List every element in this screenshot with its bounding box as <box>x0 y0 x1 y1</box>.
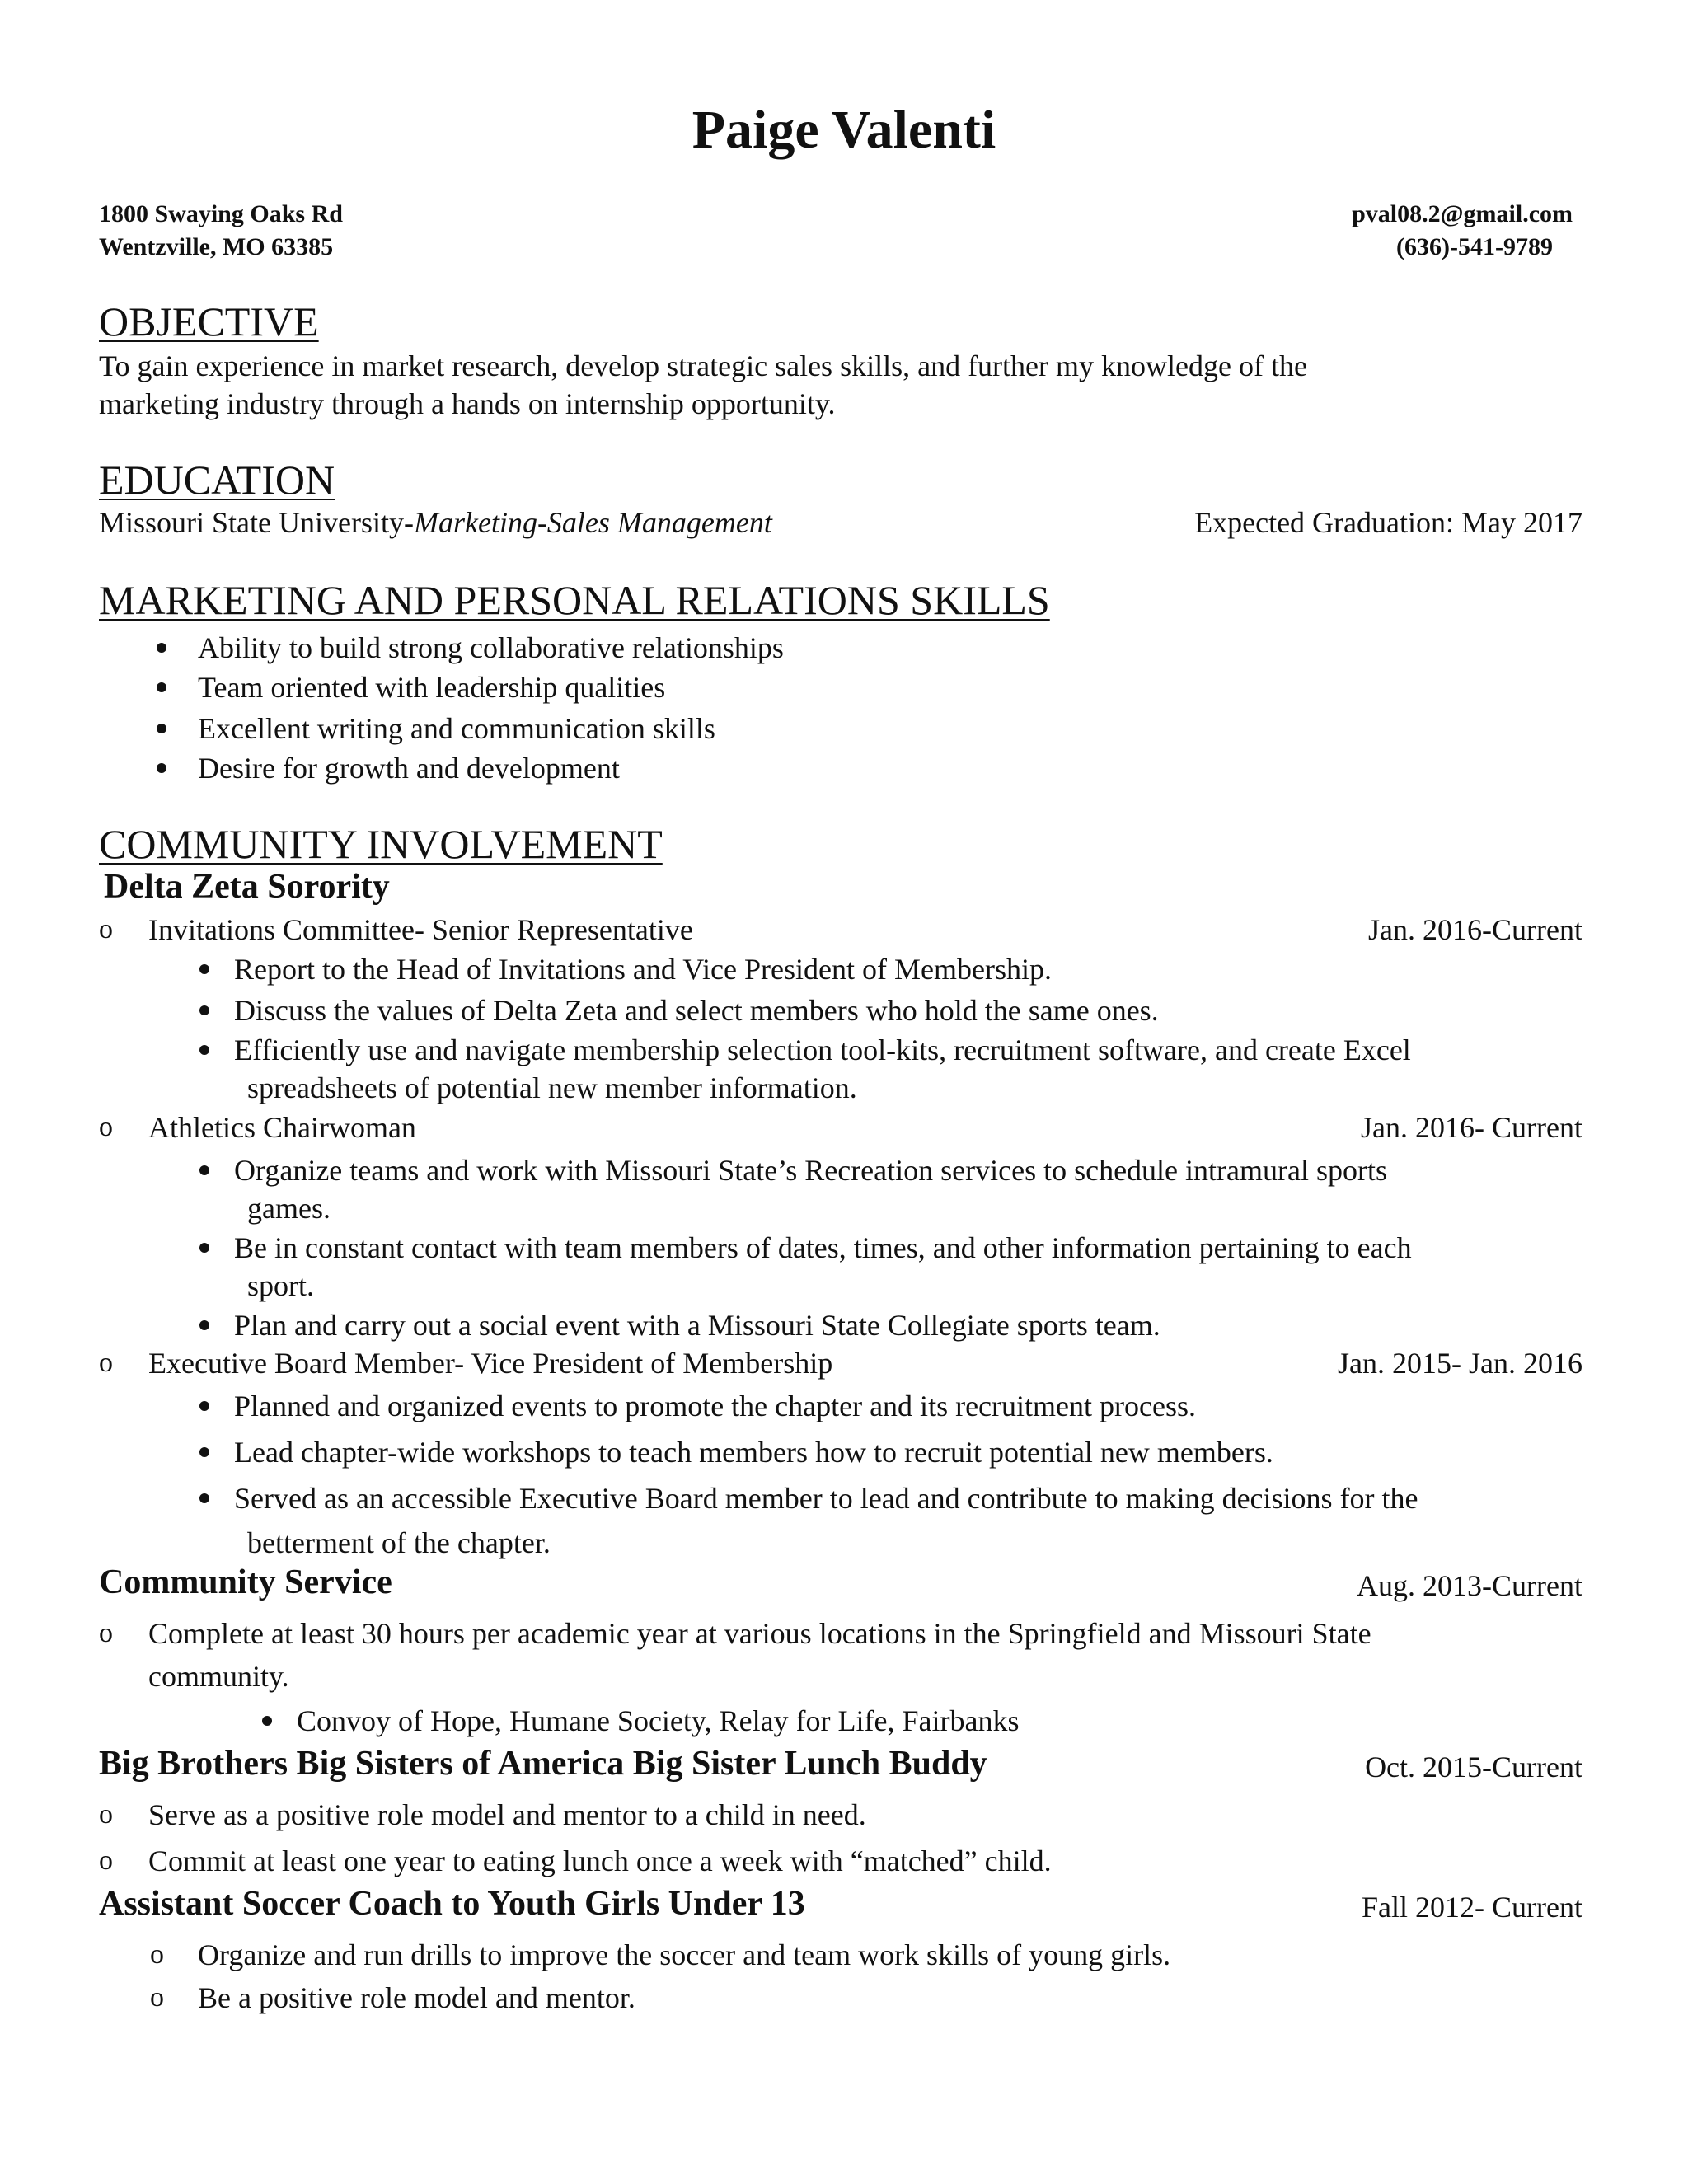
applicant-name: Paige Valenti <box>692 100 996 160</box>
role-bullet: Planned and organized events to promote the chapter and its recruitment process. <box>234 1390 1196 1422</box>
role-title: Athletics Chairwoman <box>148 1111 416 1144</box>
objective-heading: OBJECTIVE <box>99 298 319 344</box>
delta-zeta-title: Delta Zeta Sorority <box>104 868 390 906</box>
role-bullet: Report to the Head of Invitations and Vice President of Membership. <box>234 953 1052 986</box>
phone-number: (636)-541-9789 <box>1396 233 1553 260</box>
school-name: Missouri State University- <box>99 506 414 539</box>
role-title: Invitations Committee- Senior Representative <box>148 913 693 946</box>
role-date: Jan. 2016-Current <box>1368 913 1582 946</box>
role-date: Jan. 2016- Current <box>1361 1111 1582 1144</box>
bullet-icon <box>157 643 166 653</box>
education-heading: EDUCATION <box>99 457 335 503</box>
bbbs-item: Serve as a positive role model and mentor to a child in need. <box>148 1798 866 1831</box>
bullet-icon <box>199 1005 209 1015</box>
role-bullet: Served as an accessible Executive Board member to lead and contribute to making decisions for the <box>234 1482 1418 1515</box>
objective-line-1: To gain experience in market research, develop strategic sales skills, and further my knowledge of the <box>99 349 1307 382</box>
bullet-icon <box>199 1243 209 1253</box>
community-heading: COMMUNITY INVOLVEMENT <box>99 821 663 867</box>
bullet-icon <box>262 1716 272 1726</box>
bullet-icon <box>157 682 166 692</box>
address-line-1: 1800 Swaying Oaks Rd <box>99 200 343 227</box>
objective-line-2: marketing industry through a hands on internship opportunity. <box>99 387 836 420</box>
circle-bullet-icon: o <box>99 1845 113 1876</box>
bbbs-date: Oct. 2015-Current <box>1365 1750 1582 1783</box>
bullet-icon <box>199 1447 209 1457</box>
circle-bullet-icon: o <box>99 1347 113 1378</box>
address-block <box>99 198 343 264</box>
role-bullet: Plan and carry out a social event with a Missouri State Collegiate sports team. <box>234 1309 1160 1342</box>
service-line-1: Complete at least 30 hours per academic year at various locations in the Springfield and Missouri State <box>148 1617 1372 1650</box>
bullet-icon <box>199 1401 209 1411</box>
contact-block <box>1352 198 1573 264</box>
role-bullet-continuation: spreadsheets of potential new member information. <box>247 1071 857 1104</box>
bullet-icon <box>199 1165 209 1175</box>
bullet-icon <box>199 1493 209 1503</box>
service-line-2: community. <box>148 1660 289 1693</box>
bbbs-title: Big Brothers Big Sisters of America Big Sister Lunch Buddy <box>99 1745 987 1783</box>
address-line-2: Wentzville, MO 63385 <box>99 233 334 260</box>
soccer-item: Be a positive role model and mentor. <box>198 1981 635 2014</box>
role-date: Jan. 2015- Jan. 2016 <box>1338 1347 1582 1380</box>
major-name: Marketing-Sales Management <box>413 506 772 539</box>
circle-bullet-icon: o <box>150 1982 164 2013</box>
circle-bullet-icon: o <box>99 1799 113 1830</box>
role-bullet: Be in constant contact with team members of dates, times, and other information pertaining to each <box>234 1231 1412 1264</box>
skill-item: Team oriented with leadership qualities <box>198 671 666 704</box>
skill-item: Desire for growth and development <box>198 752 620 785</box>
soccer-item: Organize and run drills to improve the soccer and team work skills of young girls. <box>198 1938 1171 1971</box>
role-bullet: Efficiently use and navigate membership selection tool-kits, recruitment software, and create Excel <box>234 1033 1411 1066</box>
education-school-line <box>99 503 772 542</box>
bbbs-item: Commit at least one year to eating lunch once a week with “matched” child. <box>148 1844 1052 1877</box>
soccer-date: Fall 2012- Current <box>1362 1891 1582 1924</box>
bullet-icon <box>157 724 166 733</box>
graduation-date: Expected Graduation: May 2017 <box>1194 506 1582 539</box>
bullet-icon <box>199 1320 209 1330</box>
email-address: pval08.2@gmail.com <box>1352 200 1573 227</box>
service-sub-item: Convoy of Hope, Humane Society, Relay for Life, Fairbanks <box>297 1704 1020 1737</box>
role-bullet: Lead chapter-wide workshops to teach members how to recruit potential new members. <box>234 1436 1273 1469</box>
community-service-date: Aug. 2013-Current <box>1357 1569 1582 1602</box>
circle-bullet-icon: o <box>99 1618 113 1648</box>
role-bullet: Discuss the values of Delta Zeta and select members who hold the same ones. <box>234 994 1159 1027</box>
skill-item: Ability to build strong collaborative relationships <box>198 631 784 664</box>
bullet-icon <box>199 964 209 974</box>
skills-heading: MARKETING AND PERSONAL RELATIONS SKILLS <box>99 577 1050 623</box>
community-service-title: Community Service <box>99 1563 392 1601</box>
role-bullet-continuation: betterment of the chapter. <box>247 1526 551 1559</box>
soccer-title: Assistant Soccer Coach to Youth Girls Under 13 <box>99 1885 805 1923</box>
role-bullet: Organize teams and work with Missouri State’s Recreation services to schedule intramural sports <box>234 1154 1387 1187</box>
circle-bullet-icon: o <box>99 914 113 944</box>
bullet-icon <box>199 1045 209 1055</box>
circle-bullet-icon: o <box>99 1112 113 1142</box>
role-title: Executive Board Member- Vice President of Membership <box>148 1347 833 1380</box>
role-bullet-continuation: sport. <box>247 1269 314 1302</box>
role-bullet-continuation: games. <box>247 1192 331 1225</box>
bullet-icon <box>157 763 166 773</box>
skill-item: Excellent writing and communication skills <box>198 712 715 745</box>
circle-bullet-icon: o <box>150 1939 164 1970</box>
